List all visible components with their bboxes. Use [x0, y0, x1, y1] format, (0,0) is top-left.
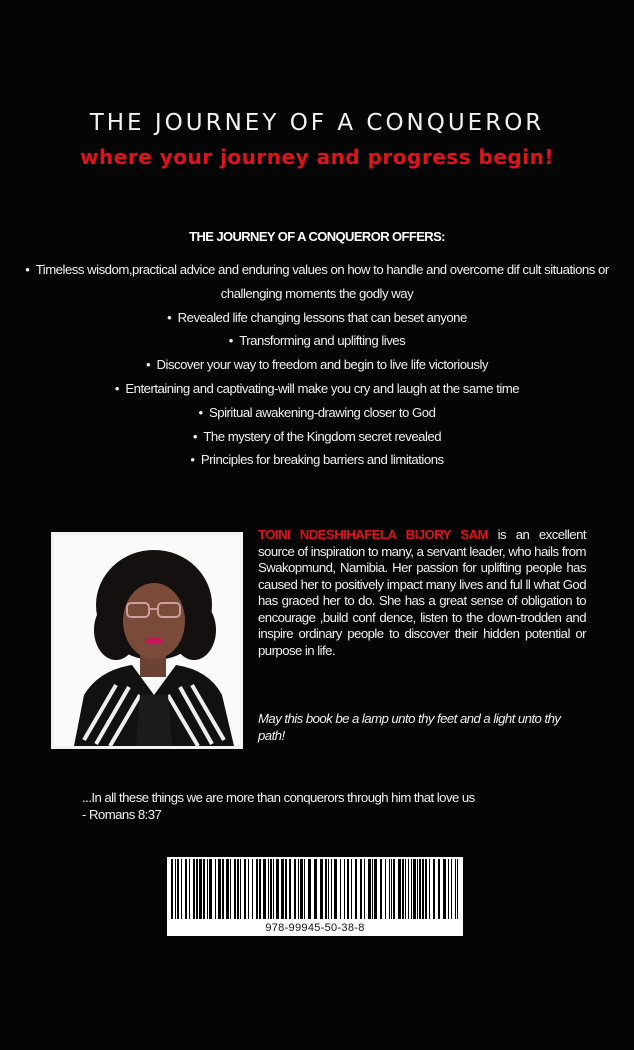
barcode-bar: [457, 859, 458, 919]
isbn-number: 978-99945-50-38-8: [265, 922, 365, 934]
barcode-bar: [402, 859, 404, 919]
barcode-bar: [340, 859, 341, 919]
barcode-bar: [196, 859, 198, 919]
barcode-bar: [285, 859, 287, 919]
barcode-bar: [199, 859, 202, 919]
barcode-bar: [380, 859, 382, 919]
barcode-bar: [360, 859, 362, 919]
barcode-bar: [193, 859, 195, 919]
barcode-bar: [252, 859, 253, 919]
barcode-bar: [276, 859, 279, 919]
offer-item: • Entertaining and captivating-will make you cry and laugh at the same time: [20, 377, 614, 401]
offer-item: • Timeless wisdom,practical advice and enduring values on how to handle and overcome dif cult situations or challenging moments the godly way: [20, 258, 614, 306]
offer-item: • Transforming and uplifting lives: [20, 329, 614, 353]
barcode-bar: [304, 859, 305, 919]
author-bio-text: is an excellent source of inspiration to many, a servant leader, who hails from Swakopmund, Namibia. Her passion for uplifting people has caused her to positively impact many lives and ful ll what God has graced her to do. She has a great sense of obligation to encourage ,build conf dence, listen to the down-trodden and inspire ordinary people to discover their hidden potential or purpose in life.: [258, 527, 586, 658]
barcode-bar: [451, 859, 452, 919]
barcode-bar: [438, 859, 440, 919]
barcode-bar: [413, 859, 416, 919]
author-name: TOINI NDESHIHAFELA BIJORY SAM: [258, 527, 489, 542]
barcode-bar: [391, 859, 392, 919]
barcode-bar: [389, 859, 390, 919]
offers-list: [20, 258, 614, 472]
barcode-bar: [181, 859, 182, 919]
barcode-bar: [331, 859, 332, 919]
barcode-bar: [230, 859, 231, 919]
barcode-bar: [289, 859, 291, 919]
barcode-bar: [425, 859, 427, 919]
barcode-bar: [294, 859, 296, 919]
blessing: May this book be a lamp unto thy feet and a light unto thy path!: [258, 711, 561, 743]
barcode-bar: [222, 859, 224, 919]
isbn-barcode: [167, 857, 463, 936]
scripture-text: ...In all these things we are more than conquerors through him that love us: [82, 790, 475, 805]
barcode-bar: [209, 859, 212, 919]
barcode-bar: [281, 859, 284, 919]
offer-item: • Spiritual awakening-drawing closer to God: [20, 401, 614, 425]
author-photo: [51, 532, 243, 749]
barcode-bar: [298, 859, 299, 919]
barcode-bar: [405, 859, 406, 919]
barcode-bar: [328, 859, 329, 919]
barcode-bar: [320, 859, 323, 919]
scripture-quote: [82, 789, 582, 823]
barcode-bar: [325, 859, 327, 919]
barcode-bar: [234, 859, 236, 919]
barcode-bar: [175, 859, 176, 919]
barcode-bar: [203, 859, 205, 919]
barcode-bar: [308, 859, 311, 919]
barcode-bar: [433, 859, 435, 919]
barcode-bar: [300, 859, 303, 919]
barcode-bar: [422, 859, 424, 919]
barcode-bar: [408, 859, 409, 919]
barcode-bar: [398, 859, 401, 919]
barcode-bar: [215, 859, 216, 919]
tagline: where your journey and progress begin!: [80, 145, 554, 169]
offer-item: • Revealed life changing lessons that can beset anyone: [20, 306, 614, 330]
barcode-bar: [240, 859, 241, 919]
barcode-bar: [244, 859, 246, 919]
barcode-bar: [237, 859, 239, 919]
barcode-bar: [443, 859, 446, 919]
author-portrait-icon: [54, 535, 240, 746]
offer-item: • Discover your way to freedom and begin to live life victoriously: [20, 353, 614, 377]
barcode-bar: [248, 859, 249, 919]
barcode-bar: [268, 859, 269, 919]
barcode-bar: [347, 859, 349, 919]
book-title: THE JOURNEY OF A CONQUEROR: [89, 110, 545, 136]
barcode-bar: [448, 859, 449, 919]
offer-item: • The mystery of the Kingdom secret revealed: [20, 425, 614, 449]
barcode-bar: [314, 859, 317, 919]
barcode-bar: [207, 859, 208, 919]
barcode-bar: [263, 859, 266, 919]
barcode-bar: [259, 859, 261, 919]
barcode-bar: [455, 859, 456, 919]
barcode-bar: [364, 859, 365, 919]
barcode-bar: [393, 859, 395, 919]
barcode-bar: [344, 859, 345, 919]
barcode-bar: [256, 859, 258, 919]
barcode-bar: [270, 859, 272, 919]
barcode-bar: [218, 859, 221, 919]
barcode-bar: [355, 859, 357, 919]
scripture-reference: - Romans 8:37: [82, 807, 162, 822]
barcode-bar: [226, 859, 229, 919]
barcode-icon: [167, 857, 463, 921]
barcode-bar: [429, 859, 430, 919]
author-bio: [258, 527, 586, 659]
barcode-bar: [177, 859, 179, 919]
barcode-bar: [368, 859, 371, 919]
offers-heading: THE JOURNEY OF A CONQUEROR OFFERS:: [189, 229, 445, 244]
barcode-bar: [417, 859, 418, 919]
barcode-bar: [351, 859, 352, 919]
barcode-bar: [374, 859, 377, 919]
barcode-bar: [171, 859, 173, 919]
barcode-bar: [372, 859, 373, 919]
barcode-bar: [185, 859, 187, 919]
barcode-bar: [385, 859, 386, 919]
offer-item: • Principles for breaking barriers and limitations: [20, 448, 614, 472]
barcode-bar: [419, 859, 421, 919]
barcode-bar: [273, 859, 274, 919]
barcode-bar: [411, 859, 412, 919]
barcode-bar: [189, 859, 190, 919]
barcode-bar: [334, 859, 337, 919]
